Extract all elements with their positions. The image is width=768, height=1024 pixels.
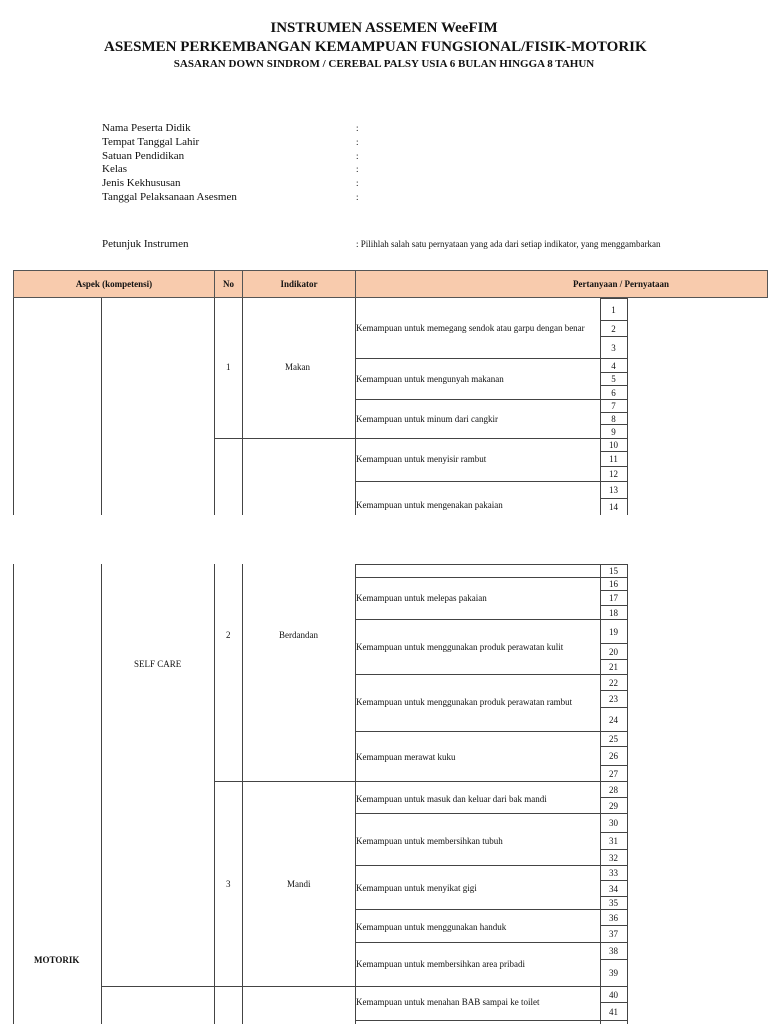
question-makan-3: Kemampuan untuk minum dari cangkir xyxy=(356,414,498,424)
sub-aspect-self-care: SELF CARE xyxy=(134,659,182,669)
answer-number-cell: 39 xyxy=(600,959,627,986)
answer-number-cell: 41 xyxy=(600,1002,627,1020)
field-sep-ttl: : xyxy=(356,137,359,147)
answer-number-cell: 34 xyxy=(600,880,627,896)
answer-number-cell: 28 xyxy=(600,781,627,797)
question-separator xyxy=(355,942,627,943)
document-subtitle xyxy=(104,39,647,56)
answer-number-cell: 24 xyxy=(600,707,627,731)
question-makan-1: Kemampuan untuk memegang sendok atau garpu dengan benar xyxy=(356,323,585,333)
grid-vline xyxy=(627,564,628,1024)
indicator-no-3: 3 xyxy=(226,879,231,889)
answer-number-cell: 5 xyxy=(600,372,627,385)
field-label-kelas: Kelas xyxy=(102,163,128,175)
question-separator xyxy=(355,358,627,359)
field-sep-nama: : xyxy=(356,123,359,133)
question-separator xyxy=(355,865,627,866)
field-label-ttl: Tempat Tanggal Lahir xyxy=(102,136,200,148)
grid-vline xyxy=(101,564,102,1024)
answer-number-cell: 37 xyxy=(600,925,627,942)
field-sep-kelas: : xyxy=(356,164,359,174)
aspect-motorik: MOTORIK xyxy=(34,955,80,965)
answer-number-cell: 17 xyxy=(600,590,627,605)
question-separator xyxy=(355,399,627,400)
field-label-jenis: Jenis Kekhususan xyxy=(102,177,181,189)
answer-number-cell: 32 xyxy=(600,849,627,865)
answer-number-cell: 11 xyxy=(600,451,627,466)
answer-number-cell: 1 xyxy=(600,298,627,320)
question-separator xyxy=(355,813,627,814)
answer-number-cell: 6 xyxy=(600,385,627,399)
question-makan-2: Kemampuan untuk mengunyah makanan xyxy=(356,374,504,384)
column-header-pertanyaan-text: Pertanyaan / Pernyataan xyxy=(573,279,669,289)
question-berdandan-1: Kemampuan untuk menyisir rambut xyxy=(356,454,487,464)
answer-number-cell: 18 xyxy=(600,605,627,619)
instructions-label: Petunjuk Instrumen xyxy=(102,238,189,250)
answer-number-cell: 9 xyxy=(600,424,627,438)
column-header-indikator: Indikator xyxy=(242,270,356,298)
answer-number-cell: 21 xyxy=(600,659,627,674)
question-separator xyxy=(355,986,627,987)
document-title: INSTRUMEN ASSEMEN WeeFIM xyxy=(270,20,498,36)
answer-number-cell: 33 xyxy=(600,865,627,880)
answer-number-cell: 13 xyxy=(600,481,627,498)
question-berdandan-4: Kemampuan untuk menggunakan produk perawatan kulit xyxy=(356,642,564,652)
indicator-no-2: 2 xyxy=(226,630,231,640)
grid-vline xyxy=(13,298,14,515)
grid-vline xyxy=(214,564,215,1024)
question-mandi-1: Kemampuan untuk masuk dan keluar dari bak mandi xyxy=(356,794,547,804)
answer-number-cell: 31 xyxy=(600,832,627,849)
field-label-satuan: Satuan Pendidikan xyxy=(102,150,185,162)
answer-number-cell: 30 xyxy=(600,813,627,832)
indicator-mandi: Mandi xyxy=(287,879,311,889)
question-berdandan-6: Kemampuan merawat kuku xyxy=(356,752,456,762)
document-target: SASARAN DOWN SINDROM / CEREBAL PALSY USIA 6 BULAN HINGGA 8 TAHUN xyxy=(173,58,595,70)
question-separator xyxy=(355,481,627,482)
indicator-makan: Makan xyxy=(285,362,310,372)
question-mandi-2: Kemampuan untuk membersihkan tubuh xyxy=(356,836,503,846)
grid-vline xyxy=(627,298,628,515)
answer-number-cell: 7 xyxy=(600,399,627,412)
question-mandi-3: Kemampuan untuk menyikat gigi xyxy=(356,883,477,893)
field-label-nama: Nama Peserta Didik xyxy=(102,122,191,134)
indicator-berdandan: Berdandan xyxy=(279,630,318,640)
question-separator xyxy=(355,674,627,675)
column-header-pertanyaan xyxy=(355,270,768,298)
field-sep-jenis: : xyxy=(356,178,359,188)
answer-number-cell: 4 xyxy=(600,358,627,372)
answer-number-cell: 35 xyxy=(600,896,627,909)
question-separator xyxy=(355,1020,627,1021)
column-header-aspek: Aspek (kompetensi) xyxy=(13,270,215,298)
grid-vline xyxy=(242,298,243,515)
answer-number-cell: 40 xyxy=(600,986,627,1002)
answer-number-cell: 38 xyxy=(600,942,627,959)
question-separator xyxy=(355,781,627,782)
grid-vline xyxy=(242,564,243,1024)
question-separator xyxy=(355,438,627,439)
grid-vline xyxy=(101,298,102,515)
field-sep-satuan: : xyxy=(356,151,359,161)
answer-number-cell: 27 xyxy=(600,765,627,781)
field-label-tanggal: Tanggal Pelaksanaan Asesmen xyxy=(102,191,237,203)
answer-number-cell: 19 xyxy=(600,619,627,643)
grid-vline xyxy=(214,298,215,515)
answer-number-cell: 29 xyxy=(600,797,627,813)
field-sep-tanggal: : xyxy=(356,192,359,202)
answer-number-cell: 8 xyxy=(600,412,627,424)
answer-number-cell: 2 xyxy=(600,320,627,336)
document-subtitle-text: ASESMEN PERKEMBANGAN KEMAMPUAN FUNGSIONAL/FISIK-MOTORIK xyxy=(104,39,647,55)
question-separator xyxy=(355,619,627,620)
question-berdandan-2: Kemampuan untuk mengenakan pakaian xyxy=(356,500,503,510)
answer-number-cell: 15 xyxy=(600,564,627,577)
page-top-line xyxy=(355,564,627,565)
question-separator xyxy=(355,731,627,732)
answer-number-cell: 25 xyxy=(600,731,627,746)
answer-number-cell: 3 xyxy=(600,336,627,358)
answer-number-cell: 20 xyxy=(600,643,627,659)
grid-vline xyxy=(13,564,14,1024)
question-mandi-5: Kemampuan untuk membersihkan area pribadi xyxy=(356,959,525,969)
question-berdandan-3: Kemampuan untuk melepas pakaian xyxy=(356,593,487,603)
column-header-no: No xyxy=(214,270,243,298)
indicator-no-1: 1 xyxy=(226,362,231,372)
answer-number-cell: 10 xyxy=(600,438,627,451)
question-mandi-4: Kemampuan untuk menggunakan handuk xyxy=(356,922,507,932)
answer-number-cell: 12 xyxy=(600,466,627,481)
answer-number-cell: 14 xyxy=(600,498,627,515)
question-separator xyxy=(355,577,627,578)
answer-number-cell: 16 xyxy=(600,577,627,590)
answer-number-cell: 26 xyxy=(600,746,627,765)
question-separator xyxy=(355,909,627,910)
answer-number-cell: 36 xyxy=(600,909,627,925)
answer-number-cell: 23 xyxy=(600,690,627,707)
question-bab-1: Kemampuan untuk menahan BAB sampai ke toilet xyxy=(356,997,540,1007)
question-berdandan-5: Kemampuan untuk menggunakan produk perawatan rambut xyxy=(356,697,573,707)
instructions-text: : Pilihlah salah satu pernyataan yang ada dari setiap indikator, yang menggambarkan xyxy=(356,239,661,249)
answer-number-cell: 22 xyxy=(600,674,627,690)
